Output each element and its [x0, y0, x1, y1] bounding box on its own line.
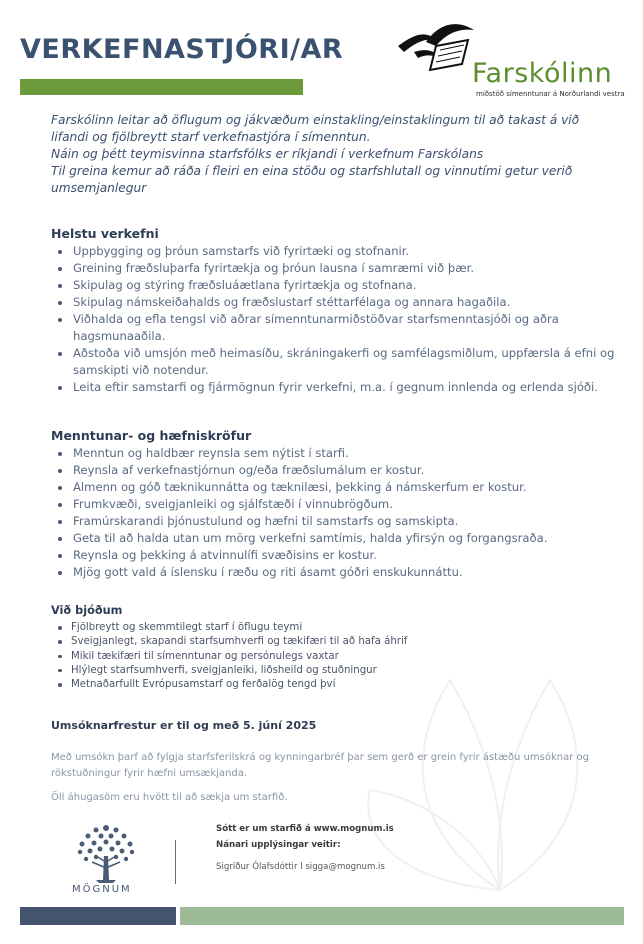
page-title: VERKEFNASTJÓRI/AR — [20, 34, 344, 65]
intro-text — [51, 112, 611, 197]
contact-block — [216, 824, 394, 872]
list-item: Uppbygging og þróun samstarfs við fyrirtæki og stofnanir. — [51, 243, 621, 260]
list-item: Sveigjanlegt, skapandi starfsumhverfi og tækifæri til að hafa áhrif — [51, 635, 621, 649]
list-item: Framúrskarandi þjónustulund og hæfni til samstarfs og samskipta. — [51, 513, 621, 530]
qualifications-list — [51, 445, 621, 581]
application-info — [51, 750, 611, 814]
list-item: Reynsla og þekking á atvinnulífi svæðisins er kostur. — [51, 547, 621, 564]
section-heading: Við bjóðum — [51, 604, 123, 617]
list-item: Leita eftir samstarfi og fjármögnun fyrir verkefni, m.a. í gegnum innlenda og erlenda sjóði. — [51, 379, 621, 396]
section-heading: Menntunar- og hæfniskröfur — [51, 428, 252, 443]
offer-section — [51, 604, 621, 692]
list-item: Mikil tækifæri til símenntunar og persónulegs vaxtar — [51, 650, 621, 664]
list-item: Metnaðarfullt Evrópusamstarf og ferðalög tengd því — [51, 678, 621, 692]
more-info-label: Nánari upplýsingar veitir: — [216, 840, 341, 850]
list-item: Greining fræðsluþarfa fyrirtækja og þróun lausna í samræmi við þær. — [51, 260, 621, 277]
farskolinn-logo — [396, 18, 632, 98]
intro-line: Til greina kemur að ráða í fleiri en eina stöðu og starfshlutall og vinnutími getur verið umsemjanlegur — [51, 164, 573, 195]
list-item: Reynsla af verkefnastjórnun og/eða fræðslumálum er kostur. — [51, 462, 621, 479]
list-item: Mjög gott vald á íslensku í ræðu og riti ásamt góðri enskukunnáttu. — [51, 564, 621, 581]
list-item: Menntun og haldbær reynsla sem nýtist í starfi. — [51, 445, 621, 462]
qualifications-section — [51, 428, 621, 581]
birds-book-icon — [396, 18, 476, 74]
list-item: Skipulag og stýring fræðsluáætlana fyrirtækja og stofnana. — [51, 277, 621, 294]
info-paragraph: Öll áhugasöm eru hvött til að sækja um starfið. — [51, 792, 288, 803]
list-item: Skipulag námskeiðahalds og fræðslustarf stéttarfélaga og annara hagaðila. — [51, 294, 621, 311]
list-item: Aðstoða við umsjón með heimasíðu, skráningakerfi og samfélagsmiðlum, uppfærsla á efni og samskipti við notendur. — [51, 345, 621, 379]
footer-divider — [175, 840, 176, 884]
list-item: Geta til að halda utan um mörg verkefni samtímis, halda yfirsýn og forgangsraða. — [51, 530, 621, 547]
list-item: Fjölbreytt og skemmtilegt starf í öflugu teymi — [51, 621, 621, 635]
tasks-list — [51, 243, 621, 396]
contact-person[interactable]: Sigríður Ólafsdóttir l sigga@mognum.is — [216, 862, 385, 872]
list-item: Hlýlegt starfsumhverfi, sveigjanleiki, liðsheild og stuðningur — [51, 664, 621, 678]
logo-name: Farskólinn — [472, 58, 613, 89]
apply-link[interactable]: Sótt er um starfið á www.mognum.is — [216, 824, 394, 834]
tasks-section — [51, 226, 621, 396]
logo-subtitle: miðstöð símenntunar á Norðurlandi vestra — [476, 90, 625, 98]
intro-line: Náin og þétt teymisvinna starfsfólks er ríkjandi í verkefnum Farskólans — [51, 147, 484, 161]
application-deadline: Umsóknarfrestur er til og með 5. júní 2025 — [51, 719, 317, 732]
info-paragraph: Með umsókn þarf að fylgja starfsferilskrá og kynningarbréf þar sem gerð er grein fyrir ástæðu umsóknar og rökstuðningur fyrir hæfni umsækjanda. — [51, 752, 589, 779]
list-item: Almenn og góð tæknikunnátta og tæknilæsi, þekking á námskerfum er kostur. — [51, 479, 621, 496]
intro-line: Farskólinn leitar að öflugum og jákvæðum einstakling/einstaklingum til að takast á við lifandi og fjölbreytt starf verkefnastjóra í símenntun. — [51, 113, 580, 144]
list-item: Frumkvæði, sveigjanleiki og sjálfstæði í vinnubrögðum. — [51, 496, 621, 513]
footer-bar-navy — [20, 907, 176, 925]
offer-list — [51, 621, 621, 692]
title-underline-bar — [20, 79, 303, 95]
mognum-brand: MÖGNUM — [72, 884, 132, 895]
section-heading: Helstu verkefni — [51, 226, 159, 241]
list-item: Viðhalda og efla tengsl við aðrar símenntunarmiðstöðvar starfsmenntasjóði og aðra hagsmunaaðila. — [51, 311, 621, 345]
footer-bar-sage — [180, 907, 624, 925]
